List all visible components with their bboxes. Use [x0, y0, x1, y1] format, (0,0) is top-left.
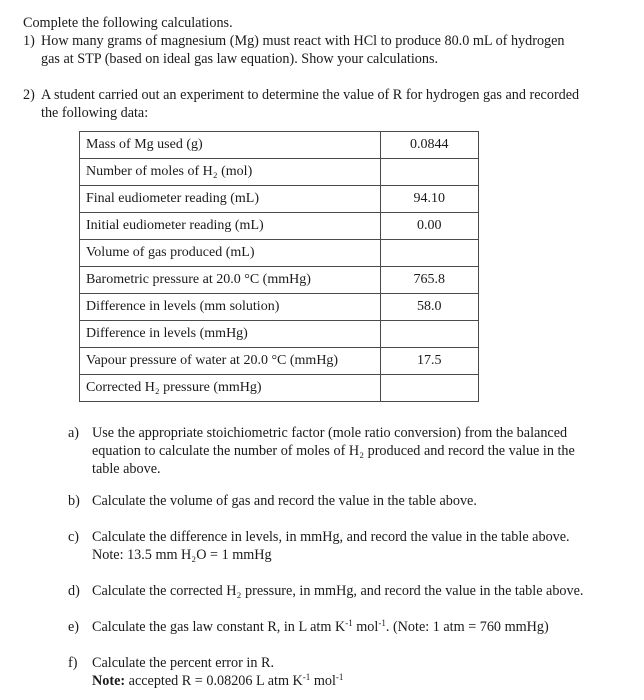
- part-e-line-1: [92, 618, 618, 636]
- row-label: Vapour pressure of water at 20.0 °C (mmHg): [80, 348, 381, 375]
- part-e-text-post: . (Note: 1 atm = 760 mmHg): [385, 619, 549, 635]
- row-label: Difference in levels (mmHg): [80, 321, 381, 348]
- row-value: [380, 321, 478, 348]
- row-value: [380, 240, 478, 267]
- question-2-line-1: A student carried out an experiment to determine the value of R for hydrogen gas and recorded: [41, 87, 580, 103]
- row-value: 0.0844: [380, 132, 478, 159]
- part-e: [68, 618, 618, 636]
- row-value: [380, 159, 478, 186]
- table-row: [80, 321, 479, 348]
- row-value: 17.5: [380, 348, 478, 375]
- question-2-line-2: the following data:: [41, 105, 149, 121]
- part-f-line-2: [92, 672, 618, 690]
- part-f-exponent-2: -1: [335, 672, 344, 682]
- part-e-text-pre: Calculate the gas law constant R, in L atm K: [92, 619, 346, 635]
- part-b: [68, 492, 618, 510]
- row-label: Corrected H₂ pressure (mmHg): [80, 375, 381, 402]
- table-row: [80, 267, 479, 294]
- question-1-number: 1): [23, 33, 35, 49]
- row-label: Difference in levels (mm solution): [80, 294, 381, 321]
- row-value: 765.8: [380, 267, 478, 294]
- part-f-note-mid: mol: [310, 673, 336, 689]
- table-row: [80, 159, 479, 186]
- row-label: Volume of gas produced (mL): [80, 240, 381, 267]
- row-label: Barometric pressure at 20.0 °C (mmHg): [80, 267, 381, 294]
- row-label: Initial eudiometer reading (mL): [80, 213, 381, 240]
- table-row: [80, 240, 479, 267]
- question-1: [23, 32, 623, 68]
- part-d-letter: d): [68, 583, 80, 599]
- question-1-line-2: gas at STP (based on ideal gas law equation). Show your calculations.: [41, 51, 439, 67]
- part-b-line-1: Calculate the volume of gas and record the value in the table above.: [92, 493, 477, 509]
- question-2: [23, 86, 623, 122]
- row-label: Mass of Mg used (g): [80, 132, 381, 159]
- part-f: [68, 654, 618, 690]
- part-d-line-1: Calculate the corrected H₂ pressure, in mmHg, and record the value in the table above.: [92, 583, 584, 599]
- table-row: [80, 294, 479, 321]
- row-value: 94.10: [380, 186, 478, 213]
- part-f-line-1: Calculate the percent error in R.: [92, 655, 274, 671]
- part-f-note-text: accepted R = 0.08206 L atm K: [125, 673, 303, 689]
- part-f-letter: f): [68, 655, 78, 671]
- part-e-text-mid: mol: [352, 619, 379, 635]
- table-row: [80, 375, 479, 402]
- part-d: [68, 582, 618, 600]
- part-f-note-label: Note:: [92, 673, 126, 689]
- table-row: [80, 213, 479, 240]
- part-c-line-1: Calculate the difference in levels, in mmHg, and record the value in the table above.: [92, 529, 570, 545]
- table-row: [80, 186, 479, 213]
- part-e-exponent-1: -1: [345, 618, 353, 628]
- part-a-line-1: Use the appropriate stoichiometric factor (mole ratio conversion) from the balanced: [92, 425, 568, 441]
- part-f-exponent-1: -1: [302, 672, 311, 682]
- row-value: 58.0: [380, 294, 478, 321]
- part-a-letter: a): [68, 425, 80, 441]
- question-2-number: 2): [23, 87, 35, 103]
- part-e-letter: e): [68, 619, 80, 635]
- part-c-letter: c): [68, 529, 80, 545]
- table-row: [80, 132, 479, 159]
- question-1-line-1: How many grams of magnesium (Mg) must react with HCl to produce 80.0 mL of hydrogen: [41, 33, 565, 49]
- row-value: [380, 375, 478, 402]
- part-b-letter: b): [68, 493, 80, 509]
- part-c: [68, 528, 618, 564]
- row-label: Final eudiometer reading (mL): [80, 186, 381, 213]
- data-table: [79, 131, 479, 402]
- part-a: [68, 424, 618, 478]
- row-label: Number of moles of H₂ (mol): [80, 159, 381, 186]
- part-e-exponent-2: -1: [378, 618, 386, 628]
- part-c-line-2: Note: 13.5 mm H₂O = 1 mmHg: [92, 547, 272, 563]
- row-value: 0.00: [380, 213, 478, 240]
- part-a-line-2: equation to calculate the number of moles of H₂ produced and record the value in the: [92, 443, 575, 459]
- table-row: [80, 348, 479, 375]
- part-a-line-3: table above.: [92, 461, 161, 477]
- instructions-heading: Complete the following calculations.: [23, 15, 233, 31]
